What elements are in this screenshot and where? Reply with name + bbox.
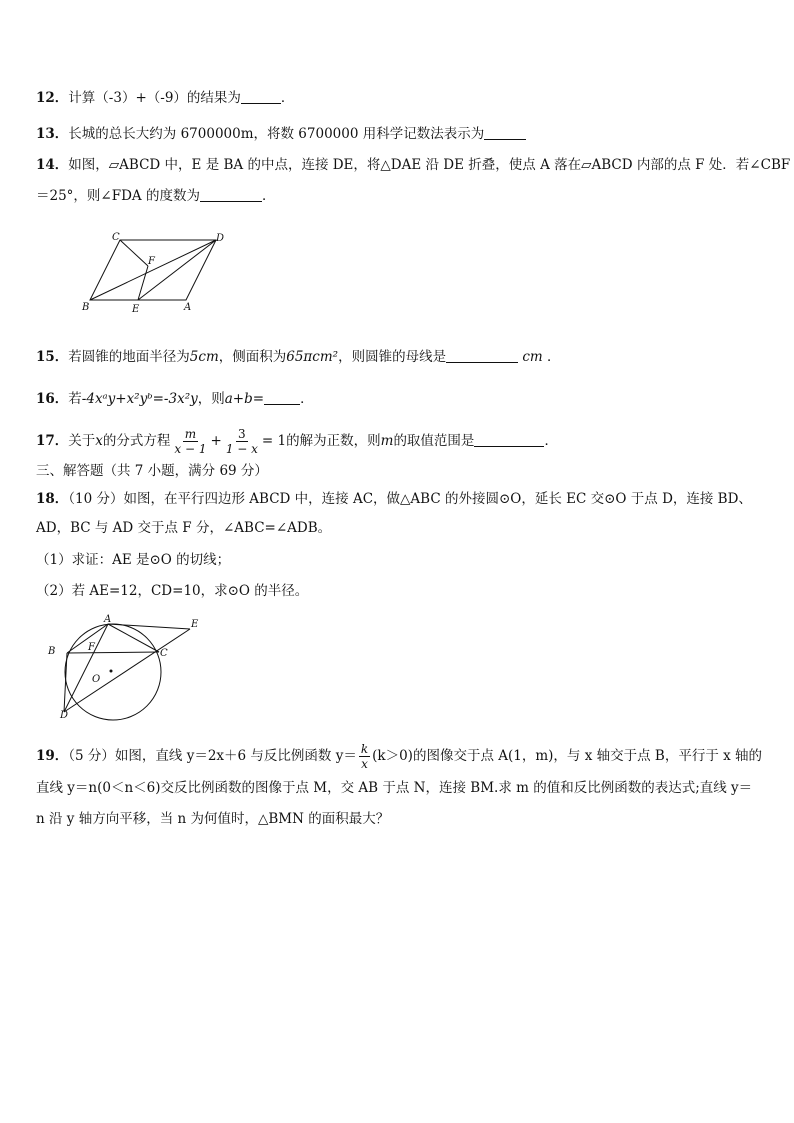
- question-19-line-2: 直线 y＝n(0＜n＜6)交反比例函数的图像于点 M，交 AB 于点 N，连接 BM.求 m 的值和反比例函数的表达式;直线 y＝: [36, 780, 753, 796]
- question-number: 19．: [36, 748, 69, 764]
- question-text: 计算（-3）+（-9）的结果为: [68, 90, 241, 106]
- label-e: E: [191, 619, 199, 630]
- section-title: 三、解答题（共 7 小题，满分 69 分）: [36, 463, 268, 479]
- question-12: 12．计算（-3）+（-9）的结果为 ．: [36, 90, 295, 106]
- question-number: 16．: [36, 391, 69, 407]
- question-18-line-1: [36, 489, 758, 509]
- question-14-line-1: [36, 155, 791, 175]
- label-a: A: [104, 614, 112, 625]
- question-text: （10 分）如图，在平行四边形 ABCD 中，连接 AC，做△ABC 的外接圆⊙O，延长 EC 交⊙O 于点 D，连接 BD、: [68, 491, 752, 507]
- expression: -4xᵃy+x²yᵇ=-3x²y: [81, 391, 198, 407]
- question-number: 18．: [36, 491, 69, 507]
- answer-blank[interactable]: [200, 187, 262, 202]
- label-a: A: [184, 302, 192, 313]
- answer-blank[interactable]: [446, 348, 518, 363]
- question-13: [36, 124, 758, 144]
- question-19-line-1: 19．（5 分）如图，直线 y＝2x＋6 与反比例函数 y＝ $\frac{k}{x}$ (k＞0)的图像交于点 A(1，m)，与 x 轴交于点 B，平行于 x 轴的: [36, 742, 763, 771]
- question-number: 15．: [36, 349, 69, 365]
- label-o: O: [92, 674, 101, 685]
- question-number: 12．: [36, 90, 69, 106]
- question-number: 14．: [36, 157, 69, 173]
- question-18-part-2: （2）若 AE=12，CD=10，求⊙O 的半径。: [36, 583, 309, 599]
- question-number: 13．: [36, 126, 69, 142]
- label-d: D: [60, 710, 69, 721]
- label-c: C: [160, 648, 168, 659]
- question-17: 17．关于x的分式方程 $\frac{m}{x - 1}$ + $\frac{3}{1 - x}$ = 1的解为正数，则m的取值范围是 ．: [36, 427, 558, 456]
- radius-value: 5cm: [189, 349, 219, 365]
- answer-blank[interactable]: [241, 89, 281, 104]
- label-b: B: [48, 646, 56, 657]
- circle-figure: [44, 612, 210, 722]
- question-text: ＝25°，则∠FDA 的度数为: [36, 188, 200, 204]
- question-14-line-2: ＝25°，则∠FDA 的度数为 ．: [36, 188, 276, 204]
- question-16: 16．若-4xᵃy+x²yᵇ=-3x²y，则a+b= ．: [36, 391, 314, 407]
- area-value: 65πcm²: [286, 349, 339, 365]
- label-f: F: [88, 642, 95, 653]
- fraction-1: $\frac{m}{x - 1}$: [174, 427, 207, 456]
- question-18-part-1: （1）求证：AE 是⊙O 的切线；: [36, 552, 231, 568]
- parallelogram-figure: [76, 230, 236, 314]
- label-f: F: [148, 256, 155, 267]
- label-c: C: [112, 232, 120, 243]
- label-d: D: [216, 233, 225, 244]
- question-18-line-2: AD，BC 与 AD 交于点 F 分，∠ABC=∠ADB。: [36, 520, 332, 536]
- answer-blank[interactable]: [264, 390, 300, 405]
- question-19-line-3: n 沿 y 轴方向平移，当 n 为何值时，△BMN 的面积最大？: [36, 811, 390, 827]
- question-15: 15．若圆锥的地面半径为5cm，侧面积为65πcm²，则圆锥的母线是 cm ．: [36, 349, 561, 365]
- fraction-2: $\frac{3}{1 - x}$: [225, 427, 258, 456]
- answer-blank[interactable]: [484, 125, 526, 140]
- question-text: 长城的总长大约为 6700000m，将数 6700000 用科学记数法表示为: [68, 126, 485, 142]
- label-e: E: [132, 304, 140, 314]
- question-text: 如图，▱ABCD 中，E 是 BA 的中点，连接 DE，将△DAE 沿 DE 折叠，使点 A 落在▱ABCD 内部的点 F 处．若∠CBF: [68, 157, 791, 173]
- answer-blank[interactable]: [474, 432, 544, 447]
- fraction-k-over-x: $\frac{k}{x}$: [360, 742, 369, 771]
- label-b: B: [82, 302, 90, 313]
- question-number: 17．: [36, 433, 69, 449]
